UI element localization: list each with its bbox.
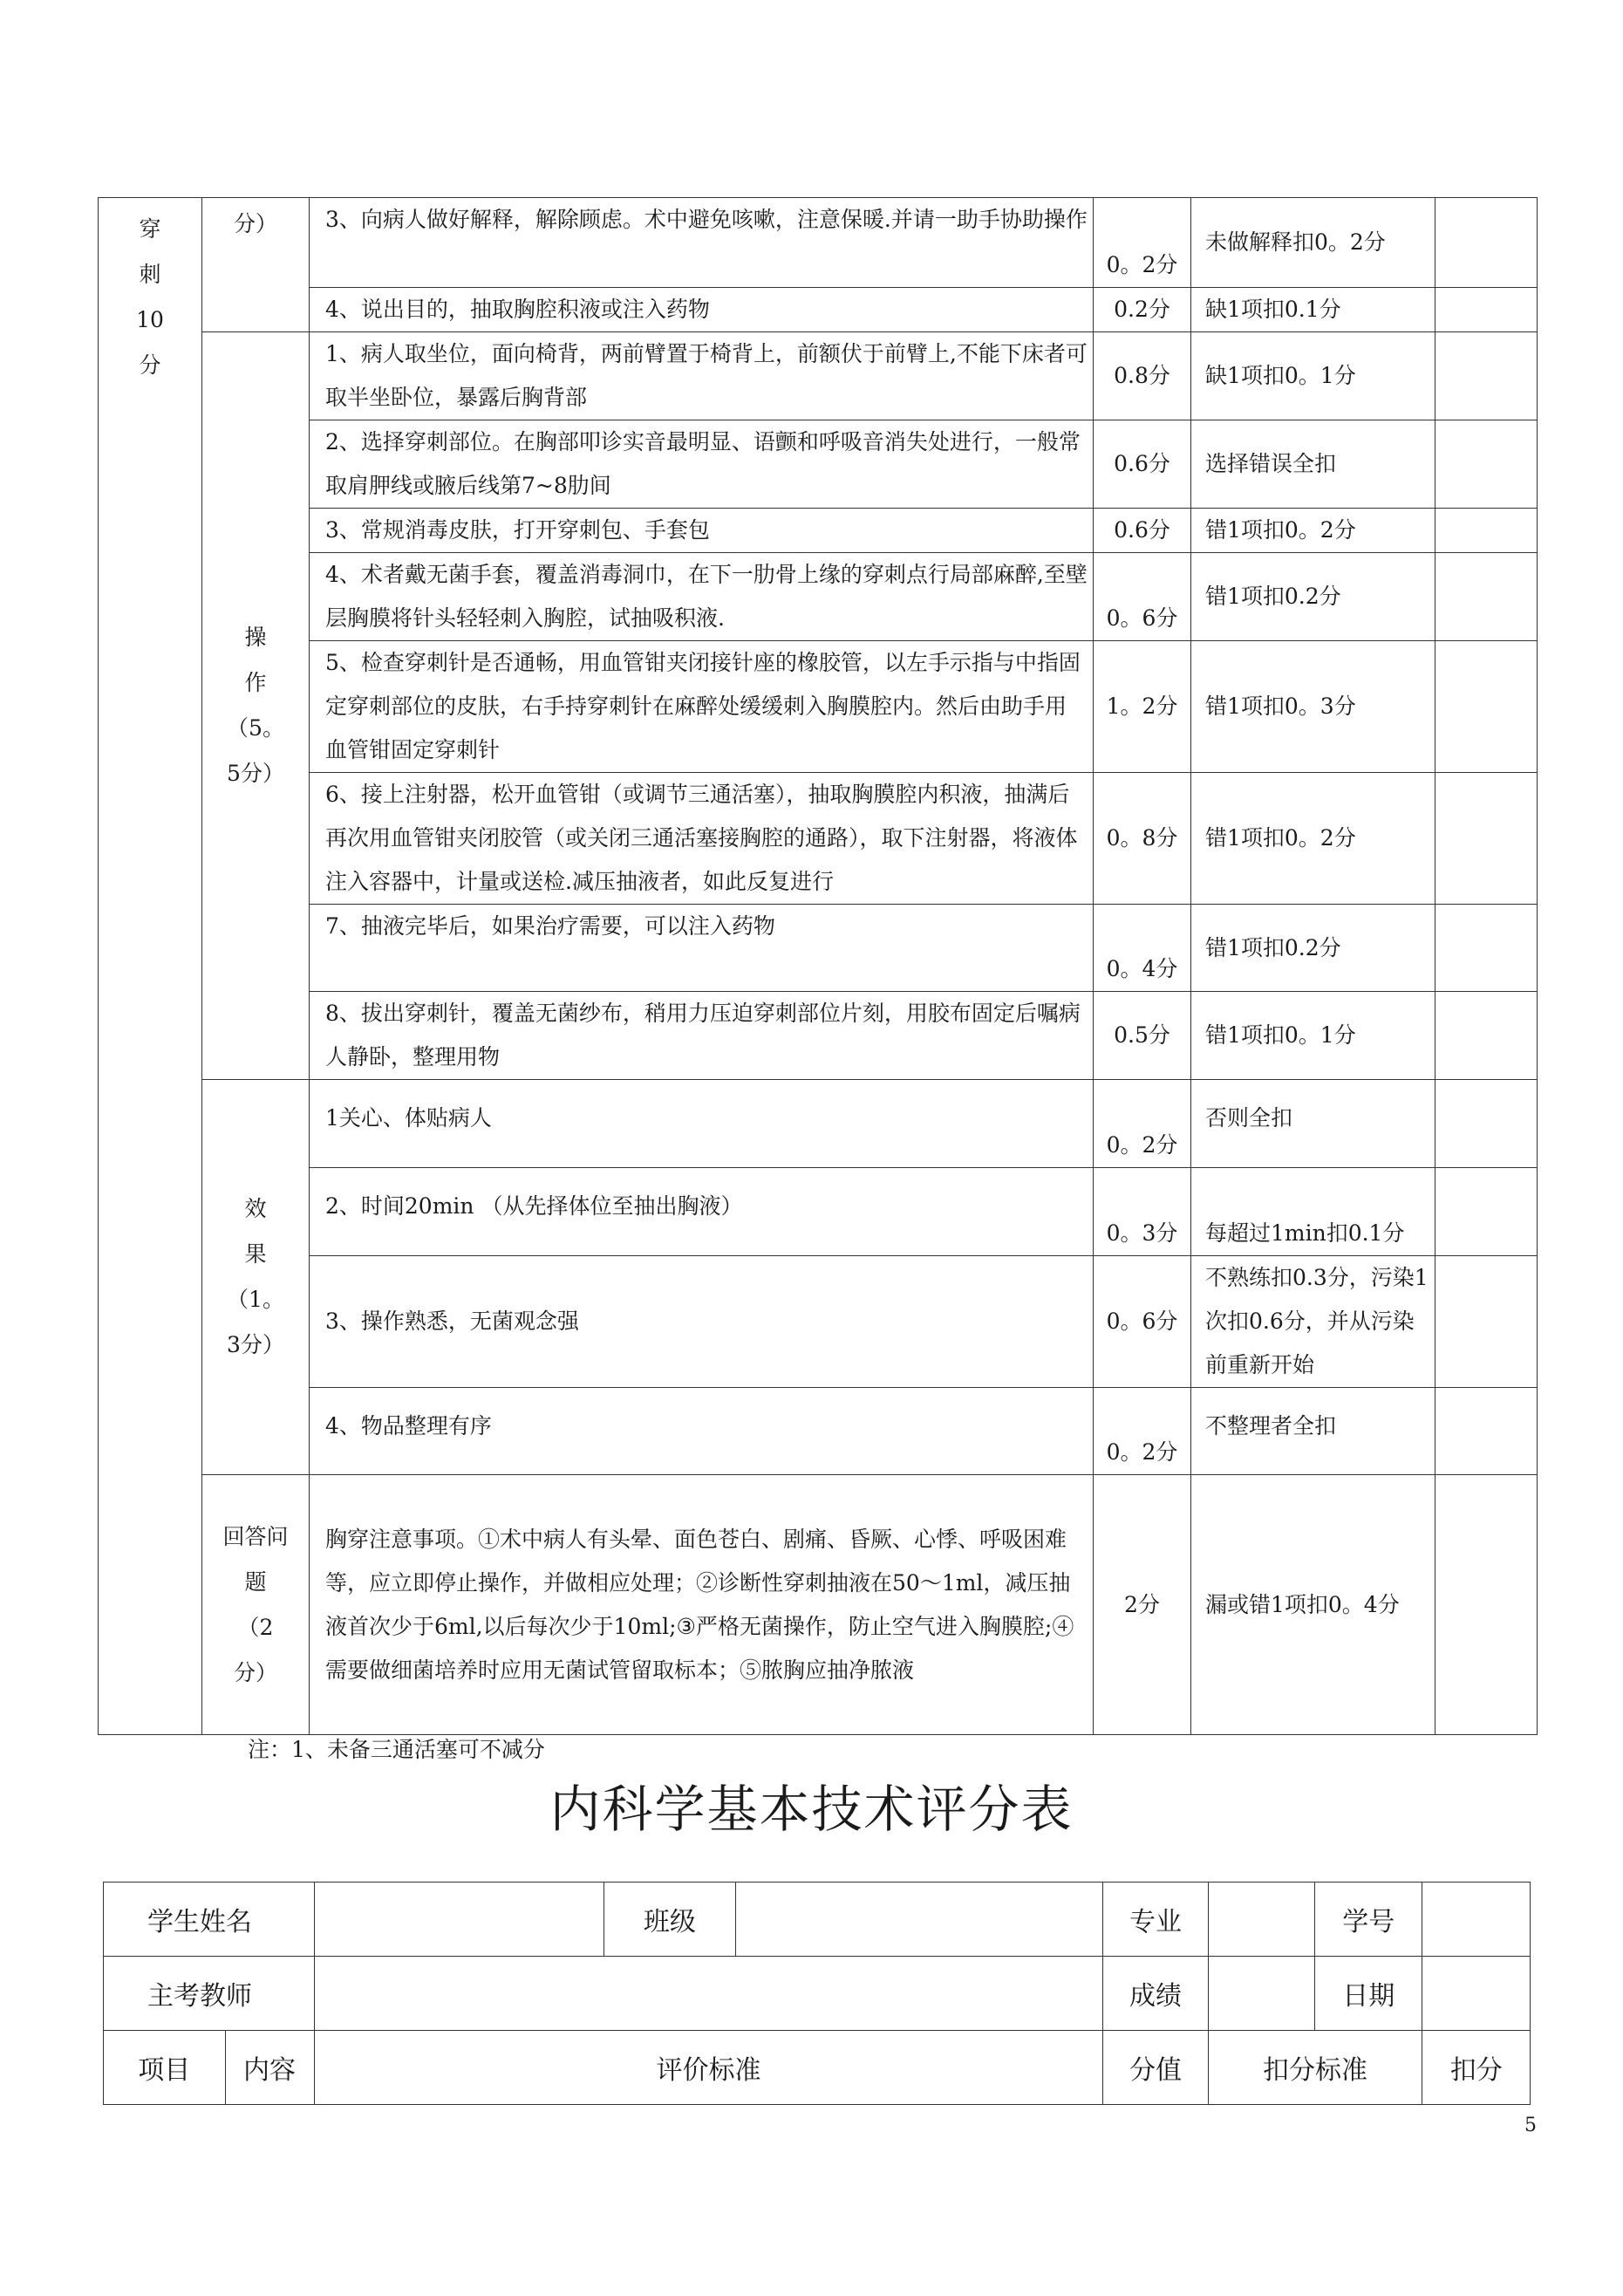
table-row <box>104 2031 1531 2105</box>
table-row <box>99 198 1538 288</box>
criteria-cell: 2、选择穿刺部位。在胸部叩诊实音最明显、语颤和呼吸音消失处进行，一般常取肩胛线或腋后线第7~8肋间 <box>310 420 1094 509</box>
table-row <box>99 641 1538 773</box>
deduction-cell <box>1435 773 1538 905</box>
section-op-label: 操 作 （5。 5分） <box>227 625 284 786</box>
deduction-cell <box>1435 905 1538 992</box>
score-cell: 0。2分 <box>1094 1080 1191 1168</box>
examiner-field[interactable] <box>314 1957 1103 2031</box>
deduction-cell <box>1435 420 1538 509</box>
score-cell: 1。2分 <box>1094 641 1191 773</box>
table-row <box>104 1957 1531 2031</box>
major-field[interactable] <box>1208 1883 1314 1957</box>
deduction-criteria-cell: 错1项扣0。2分 <box>1191 509 1435 553</box>
criteria-cell: 8、拔出穿刺针，覆盖无菌纱布，稍用力压迫穿刺部位片刻，用胶布固定后嘱病人静卧，整理用物 <box>310 992 1094 1080</box>
deduction-cell <box>1435 509 1538 553</box>
table-row <box>99 1256 1538 1388</box>
criteria-cell: 1关心、体贴病人 <box>310 1080 1094 1168</box>
class-label: 班级 <box>604 1883 735 1957</box>
header-content: 内容 <box>225 2031 314 2105</box>
score-cell: 0。6分 <box>1094 1256 1191 1388</box>
student-id-field[interactable] <box>1422 1883 1531 1957</box>
score-cell: 0。6分 <box>1094 553 1191 641</box>
deduction-cell <box>1435 198 1538 288</box>
major-label: 专业 <box>1103 1883 1208 1957</box>
deduction-criteria-cell: 错1项扣0。1分 <box>1191 992 1435 1080</box>
table-row <box>99 332 1538 420</box>
deduction-cell <box>1435 332 1538 420</box>
section-eff-label: 效 果 （1。 3分） <box>227 1196 284 1357</box>
criteria-cell: 6、接上注射器，松开血管钳（或调节三通活塞），抽取胸膜腔内积液，抽满后再次用血管钳夹闭胶管（或关闭三通活塞接胸腔的通路），取下注射器，将液体注入容器中，计量或送检.减压抽液者，如此反复进行 <box>310 773 1094 905</box>
score-cell: 0.2分 <box>1094 288 1191 332</box>
deduction-cell <box>1435 553 1538 641</box>
scoring-table <box>98 197 1538 1735</box>
score-cell: 0.6分 <box>1094 420 1191 509</box>
deduction-cell <box>1435 1080 1538 1168</box>
section-prep-cell <box>202 198 310 332</box>
deduction-criteria-cell: 否则全扣 <box>1191 1080 1435 1168</box>
score-cell: 0。3分 <box>1094 1168 1191 1256</box>
header-criteria: 评价标准 <box>314 2031 1103 2105</box>
criteria-cell: 胸穿注意事项。①术中病人有头晕、面色苍白、剧痛、昏厥、心悸、呼吸困难等，应立即停止操作，并做相应处理；②诊断性穿刺抽液在50〜1ml，减压抽液首次少于6ml,以后每次少于10ml;③严格无菌操作，防止空气进入胸膜腔;④需要做细菌培养时应用无菌试管留取标本；⑤脓胸应抽净脓液 <box>310 1475 1094 1735</box>
deduction-criteria-cell: 错1项扣0。3分 <box>1191 641 1435 773</box>
criteria-cell: 4、术者戴无菌手套，覆盖消毒洞巾，在下一肋骨上缘的穿刺点行局部麻醉,至壁层胸膜将针头轻轻刺入胸腔，试抽吸积液. <box>310 553 1094 641</box>
deduction-cell <box>1435 1168 1538 1256</box>
criteria-cell: 3、操作熟悉，无菌观念强 <box>310 1256 1094 1388</box>
deduction-cell <box>1435 641 1538 773</box>
page-number: 5 <box>1524 2115 1537 2136</box>
score-cell: 0.5分 <box>1094 992 1191 1080</box>
deduction-criteria-cell: 未做解释扣0。2分 <box>1191 198 1435 288</box>
examiner-label: 主考教师 <box>104 1957 315 2031</box>
info-table <box>103 1882 1531 2105</box>
table-row <box>99 1388 1538 1475</box>
score-cell: 0.8分 <box>1094 332 1191 420</box>
section-prep-label: 分） <box>233 211 277 236</box>
table-row <box>99 288 1538 332</box>
page-title: 内科学基本技术评分表 <box>549 1780 1074 1839</box>
deduction-criteria-cell: 缺1项扣0.1分 <box>1191 288 1435 332</box>
project-label: 穿 刺 10 分 <box>136 216 164 378</box>
deduction-cell <box>1435 288 1538 332</box>
class-field[interactable] <box>735 1883 1103 1957</box>
criteria-cell: 4、物品整理有序 <box>310 1388 1094 1475</box>
deduction-criteria-cell: 缺1项扣0。1分 <box>1191 332 1435 420</box>
date-label: 日期 <box>1315 1957 1422 2031</box>
student-name-field[interactable] <box>314 1883 604 1957</box>
header-score: 分值 <box>1103 2031 1208 2105</box>
score-cell: 0。8分 <box>1094 773 1191 905</box>
criteria-cell: 4、说出目的，抽取胸腔积液或注入药物 <box>310 288 1094 332</box>
criteria-cell: 2、时间20min （从先择体位至抽出胸液） <box>310 1168 1094 1256</box>
project-cell <box>99 198 202 1735</box>
criteria-cell: 1、病人取坐位，面向椅背，两前臂置于椅背上，前额伏于前臂上,不能下床者可取半坐卧位，暴露后胸背部 <box>310 332 1094 420</box>
student-id-label: 学号 <box>1315 1883 1422 1957</box>
criteria-cell: 3、向病人做好解释，解除顾虑。术中避免咳嗽，注意保暖.并请一助手协助操作 <box>310 198 1094 288</box>
deduction-cell <box>1435 1388 1538 1475</box>
section-qa-cell <box>202 1475 310 1735</box>
criteria-cell: 7、抽液完毕后，如果治疗需要，可以注入药物 <box>310 905 1094 992</box>
table-row <box>99 992 1538 1080</box>
deduction-criteria-cell: 错1项扣0.2分 <box>1191 553 1435 641</box>
deduction-cell <box>1435 992 1538 1080</box>
deduction-criteria-cell: 每超过1min扣0.1分 <box>1191 1168 1435 1256</box>
table-row <box>99 1475 1538 1735</box>
table-row <box>99 905 1538 992</box>
deduction-cell <box>1435 1256 1538 1388</box>
note-text: 注：1、未备三通活塞可不减分 <box>248 1737 545 1762</box>
score-cell: 0。2分 <box>1094 198 1191 288</box>
table-row <box>99 1168 1538 1256</box>
section-op-cell <box>202 332 310 1080</box>
student-name-label: 学生姓名 <box>104 1883 315 1957</box>
section-eff-cell <box>202 1080 310 1475</box>
table-row <box>104 1883 1531 1957</box>
deduction-criteria-cell: 错1项扣0.2分 <box>1191 905 1435 992</box>
table-row <box>99 1080 1538 1168</box>
criteria-cell: 3、常规消毒皮肤，打开穿刺包、手套包 <box>310 509 1094 553</box>
score-cell: 2分 <box>1094 1475 1191 1735</box>
date-field[interactable] <box>1422 1957 1531 2031</box>
table-row <box>99 420 1538 509</box>
header-item: 项目 <box>104 2031 226 2105</box>
score-cell: 0.6分 <box>1094 509 1191 553</box>
table-row <box>99 509 1538 553</box>
header-deduction-criteria: 扣分标准 <box>1208 2031 1422 2105</box>
score-cell: 0。4分 <box>1094 905 1191 992</box>
criteria-cell: 5、检查穿刺针是否通畅，用血管钳夹闭接针座的橡胶管，以左手示指与中指固定穿刺部位的皮肤，右手持穿刺针在麻醉处缓缓刺入胸膜腔内。然后由助手用血管钳固定穿刺针 <box>310 641 1094 773</box>
score-cell: 0。2分 <box>1094 1388 1191 1475</box>
grade-label: 成绩 <box>1103 1957 1208 2031</box>
deduction-criteria-cell: 选择错误全扣 <box>1191 420 1435 509</box>
deduction-criteria-cell: 错1项扣0。2分 <box>1191 773 1435 905</box>
deduction-criteria-cell: 漏或错1项扣0。4分 <box>1191 1475 1435 1735</box>
deduction-criteria-cell: 不整理者全扣 <box>1191 1388 1435 1475</box>
deduction-criteria-cell: 不熟练扣0.3分，污染1次扣0.6分，并从污染前重新开始 <box>1191 1256 1435 1388</box>
table-row <box>99 773 1538 905</box>
deduction-cell <box>1435 1475 1538 1735</box>
grade-field[interactable] <box>1208 1957 1314 2031</box>
section-qa-label: 回答问题 （2 分） <box>222 1523 289 1685</box>
table-row <box>99 553 1538 641</box>
header-deduction: 扣分 <box>1422 2031 1531 2105</box>
